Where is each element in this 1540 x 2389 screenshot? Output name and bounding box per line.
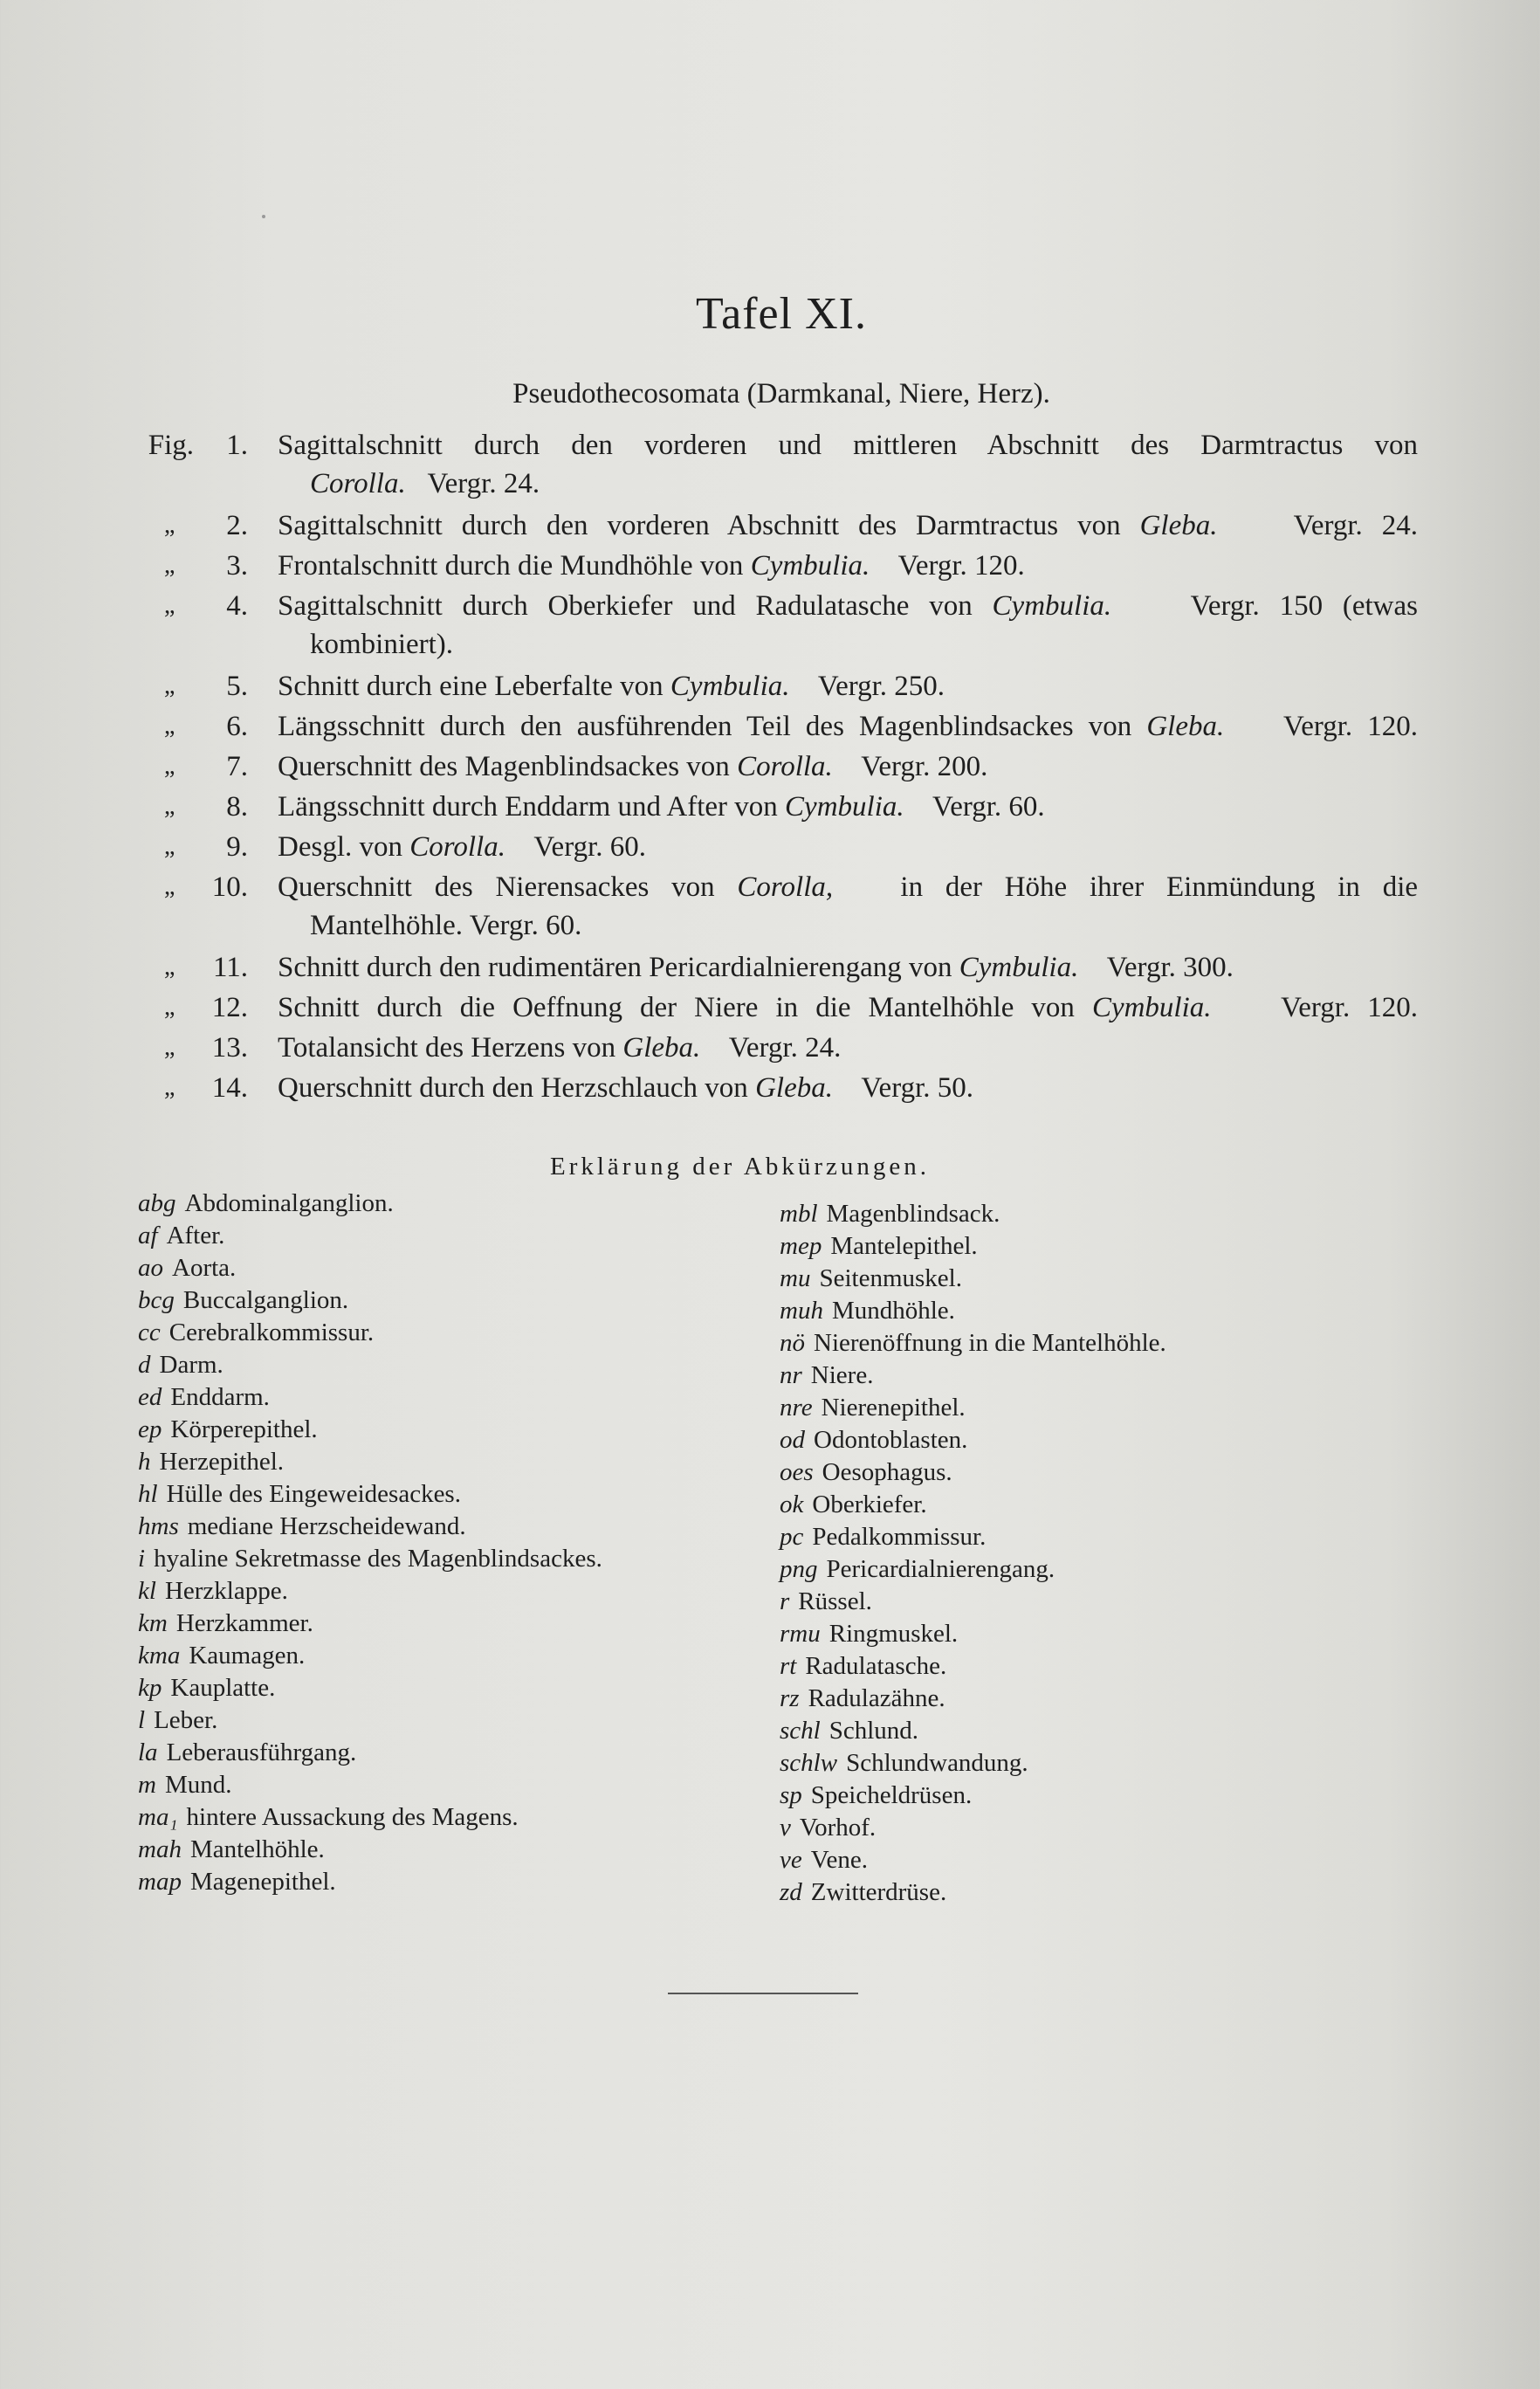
- abbreviation-entry: [138, 1252, 749, 1284]
- abbreviation-meaning: hintere Aussackung des Magens.: [186, 1803, 519, 1831]
- abbreviation-entry: [138, 1511, 749, 1543]
- abbreviation-entry: [780, 1812, 1391, 1844]
- abbreviation-key: cc: [138, 1318, 161, 1346]
- abbreviation-meaning: Vorhof.: [799, 1814, 877, 1842]
- fig-text: Schnitt durch den rudimentären Pericardialnierengang von Cymbulia. Vergr. 300.: [278, 952, 1234, 983]
- end-rule: [668, 1993, 858, 1994]
- abbreviation-key: sp: [780, 1781, 802, 1809]
- paper-speck: [262, 215, 265, 218]
- abbreviation-entry: [780, 1521, 1391, 1553]
- abbreviation-key: mah: [138, 1835, 182, 1863]
- abbreviations-left-column: [138, 1188, 749, 1898]
- abbreviation-key: kl: [138, 1577, 156, 1605]
- abbreviation-key: i: [138, 1545, 146, 1573]
- abbreviation-entry: [138, 1317, 749, 1349]
- abbreviation-key: ed: [138, 1383, 162, 1411]
- abbreviation-key: od: [780, 1426, 805, 1454]
- abbreviation-key: hms: [138, 1512, 179, 1540]
- abbreviation-meaning: Körperepithel.: [170, 1415, 318, 1443]
- abbreviation-meaning: Magenepithel.: [189, 1868, 336, 1896]
- abbreviation-key: ve: [780, 1846, 802, 1874]
- abbreviation-entry: [138, 1672, 749, 1704]
- abbreviation-meaning: Speicheldrüsen.: [810, 1781, 973, 1809]
- fig-text: Längsschnitt durch Enddarm und After von Cymbulia. Vergr. 60.: [278, 791, 1045, 823]
- abbreviation-meaning: Cerebralkommissur.: [168, 1318, 375, 1346]
- abbreviation-meaning: Radulazähne.: [808, 1684, 945, 1712]
- abbreviation-key: abg: [138, 1189, 176, 1217]
- fig-text: Querschnitt des Nierensackes von Corolla, in der Höhe ihrer Einmündung in die: [278, 871, 1419, 903]
- abbreviation-meaning: Ringmuskel.: [828, 1620, 959, 1648]
- fig-text: Frontalschnitt durch die Mundhöhle von Cymbulia. Vergr. 120.: [278, 550, 1025, 582]
- abbreviation-entry: [138, 1543, 749, 1575]
- abbreviation-entry: [780, 1198, 1391, 1230]
- plate-subtitle: Pseudothecosomata (Darmkanal, Niere, Herz).: [512, 378, 1050, 410]
- abbreviation-entry: [138, 1349, 749, 1381]
- abbreviation-meaning: Schlund.: [828, 1717, 919, 1745]
- fig-text: Querschnitt des Magenblindsackes von Corolla. Vergr. 200.: [278, 751, 988, 782]
- abbreviation-entry: [780, 1844, 1391, 1876]
- abbreviation-entry: [780, 1618, 1391, 1650]
- fig-number: 9.: [226, 831, 248, 863]
- abbreviation-key: kma: [138, 1642, 181, 1670]
- abbreviation-key: schlw: [780, 1749, 838, 1777]
- abbreviation-meaning: mediane Herzscheidewand.: [187, 1512, 466, 1540]
- abbreviation-meaning: Niere.: [810, 1361, 874, 1389]
- abbreviation-key: map: [138, 1868, 182, 1896]
- abbreviation-key: nr: [780, 1361, 802, 1389]
- abbreviation-entry: [780, 1327, 1391, 1360]
- abbreviation-entry: [780, 1876, 1391, 1909]
- abbreviation-meaning: Herzepithel.: [159, 1448, 285, 1476]
- abbreviation-entry: [138, 1284, 749, 1317]
- abbreviation-meaning: Mantelepithel.: [830, 1232, 978, 1260]
- abbreviation-key: muh: [780, 1297, 823, 1325]
- abbreviation-meaning: Abdominalganglion.: [184, 1189, 394, 1217]
- ditto-mark: „: [164, 994, 175, 1021]
- abbreviation-key: mu: [780, 1264, 811, 1292]
- ditto-mark: „: [164, 793, 175, 820]
- abbreviation-key: km: [138, 1609, 168, 1637]
- abbreviation-entry: [780, 1489, 1391, 1521]
- ditto-mark: „: [164, 833, 175, 860]
- fig-number: 14.: [211, 1072, 248, 1104]
- abbreviation-meaning: Nierenöffnung in die Mantelhöhle.: [814, 1329, 1166, 1357]
- abbreviation-key: kp: [138, 1674, 162, 1702]
- abbreviation-meaning: Seitenmuskel.: [819, 1264, 962, 1292]
- abbreviation-meaning: After.: [166, 1222, 225, 1250]
- fig-number: 3.: [226, 550, 248, 582]
- abbreviation-entry: [780, 1586, 1391, 1618]
- abbreviation-meaning: hyaline Sekretmasse des Magenblindsackes.: [154, 1545, 602, 1573]
- abbreviation-meaning: Nierenepithel.: [821, 1394, 966, 1422]
- ditto-mark: „: [164, 753, 175, 780]
- abbreviation-key: mbl: [780, 1200, 818, 1228]
- abbreviation-entry: [780, 1230, 1391, 1263]
- abbreviation-entry: [138, 1704, 749, 1737]
- abbreviation-meaning: Leberausführgang.: [166, 1738, 357, 1766]
- fig-text-continued: Corolla. Vergr. 24.: [310, 468, 540, 499]
- ditto-mark: „: [164, 873, 175, 900]
- fig-number: 8.: [226, 791, 248, 823]
- abbreviation-key: zd: [780, 1878, 802, 1906]
- abbreviation-key: mep: [780, 1232, 822, 1260]
- abbreviation-meaning: Radulatasche.: [805, 1652, 947, 1680]
- ditto-mark: „: [164, 1074, 175, 1101]
- abbreviation-key: oes: [780, 1458, 814, 1486]
- abbreviation-meaning: Mundhöhle.: [831, 1297, 955, 1325]
- abbreviation-key: rt: [780, 1652, 797, 1680]
- abbreviation-entry: [138, 1608, 749, 1640]
- abbreviation-entry: [780, 1715, 1391, 1747]
- abbreviation-meaning: Rüssel.: [798, 1587, 872, 1615]
- ditto-mark: „: [164, 592, 175, 619]
- abbreviation-key: l: [138, 1706, 146, 1734]
- abbreviation-entry: [138, 1737, 749, 1769]
- abbreviation-key: bcg: [138, 1286, 175, 1314]
- fig-text-continued: kombiniert).: [310, 629, 454, 660]
- abbreviation-meaning: Vene.: [810, 1846, 868, 1874]
- abbreviation-entry: [138, 1801, 749, 1834]
- abbreviation-key: af: [138, 1222, 158, 1250]
- abbreviation-entry: [780, 1424, 1391, 1456]
- fig-number: 6.: [226, 711, 248, 742]
- abbreviation-entry: [780, 1683, 1391, 1715]
- abbreviation-key: pc: [780, 1523, 804, 1551]
- abbreviation-entry: [138, 1414, 749, 1446]
- abbreviation-key: nö: [780, 1329, 805, 1357]
- abbreviation-entry: [780, 1295, 1391, 1327]
- fig-number: 11.: [212, 952, 248, 983]
- plate-title: Tafel XI.: [696, 289, 867, 339]
- abbreviation-meaning: Mantelhöhle.: [189, 1835, 325, 1863]
- ditto-mark: „: [164, 954, 175, 981]
- abbreviation-entry: [780, 1360, 1391, 1392]
- abbreviation-key: la: [138, 1738, 158, 1766]
- fig-text: Sagittalschnitt durch den vorderen und mittleren Abschnitt des Darmtractus von: [278, 430, 1418, 461]
- abbreviation-meaning: Schlundwandung.: [846, 1749, 1028, 1777]
- abbreviation-key: ao: [138, 1254, 163, 1282]
- abbreviation-key: ok: [780, 1491, 804, 1518]
- abbreviation-meaning: Mund.: [164, 1771, 232, 1799]
- abbreviation-entry: [780, 1553, 1391, 1586]
- ditto-mark: „: [164, 552, 175, 579]
- fig-number: 10.: [211, 871, 248, 903]
- fig-label: Fig.: [148, 430, 194, 461]
- abbreviation-entry: [780, 1392, 1391, 1424]
- ditto-mark: „: [164, 1034, 175, 1061]
- abbreviation-meaning: Pedalkommissur.: [812, 1523, 987, 1551]
- abbreviation-entry: [780, 1263, 1391, 1295]
- abbreviation-meaning: Herzklappe.: [164, 1577, 288, 1605]
- abbreviation-entry: [138, 1640, 749, 1672]
- fig-text: Sagittalschnitt durch den vorderen Abschnitt des Darmtractus von Gleba. Vergr. 24.: [278, 510, 1419, 541]
- fig-number: 7.: [226, 751, 248, 782]
- abbreviation-key: schl: [780, 1717, 821, 1745]
- abbreviation-meaning: Leber.: [154, 1706, 218, 1734]
- abbreviation-meaning: Enddarm.: [170, 1383, 270, 1411]
- abbreviation-meaning: Pericardialnierengang.: [826, 1555, 1055, 1583]
- abbreviation-meaning: Odontoblasten.: [814, 1426, 968, 1454]
- abbreviation-entry: [138, 1769, 749, 1801]
- abbreviation-meaning: Magenblindsack.: [826, 1200, 1000, 1228]
- fig-text: Schnitt durch eine Leberfalte von Cymbulia. Vergr. 250.: [278, 671, 945, 702]
- abbreviation-entry: [780, 1650, 1391, 1683]
- abbreviation-key: rz: [780, 1684, 800, 1712]
- abbreviation-key: nre: [780, 1394, 813, 1422]
- fig-text: Sagittalschnitt durch Oberkiefer und Radulatasche von Cymbulia. Vergr. 150 (etwas: [278, 590, 1419, 622]
- abbreviation-key: d: [138, 1351, 151, 1379]
- fig-text-continued: Mantelhöhle. Vergr. 60.: [310, 910, 582, 941]
- fig-number: 13.: [211, 1032, 248, 1064]
- abbreviation-meaning: Kauplatte.: [170, 1674, 276, 1702]
- abbreviation-meaning: Oesophagus.: [822, 1458, 952, 1486]
- fig-text: Desgl. von Corolla. Vergr. 60.: [278, 831, 647, 863]
- abbreviation-key: ep: [138, 1415, 162, 1443]
- fig-text: Schnitt durch die Oeffnung der Niere in die Mantelhöhle von Cymbulia. Vergr. 120.: [278, 992, 1419, 1023]
- abbreviation-entry: [780, 1456, 1391, 1489]
- abbreviation-entry: [138, 1575, 749, 1608]
- abbreviation-meaning: Herzkammer.: [175, 1609, 313, 1637]
- abbreviation-entry: [138, 1188, 749, 1220]
- abbreviation-entry: [780, 1747, 1391, 1780]
- abbreviation-meaning: Hülle des Eingeweidesackes.: [166, 1480, 461, 1508]
- fig-number: 5.: [226, 671, 248, 702]
- abbreviation-key: rmu: [780, 1620, 821, 1648]
- ditto-mark: „: [164, 512, 175, 539]
- abbreviation-entry: [138, 1446, 749, 1478]
- abbreviation-meaning: Aorta.: [172, 1254, 237, 1282]
- abbreviation-meaning: Oberkiefer.: [812, 1491, 927, 1518]
- fig-text: Totalansicht des Herzens von Gleba. Vergr. 24.: [278, 1032, 842, 1064]
- abbreviation-entry: [138, 1478, 749, 1511]
- abbreviation-key: h: [138, 1448, 151, 1476]
- abbreviations-heading: Erklärung der Abkürzungen.: [550, 1153, 930, 1181]
- abbreviation-entry: [138, 1866, 749, 1898]
- fig-text: Querschnitt durch den Herzschlauch von Gleba. Vergr. 50.: [278, 1072, 974, 1104]
- fig-number: 4.: [226, 590, 248, 622]
- fig-number: 2.: [226, 510, 248, 541]
- ditto-mark: „: [164, 713, 175, 740]
- abbreviation-key: png: [780, 1555, 818, 1583]
- fig-number: 1.: [226, 430, 248, 461]
- abbreviations-right-column: [780, 1198, 1391, 1909]
- abbreviation-meaning: Buccalganglion.: [182, 1286, 349, 1314]
- abbreviation-key: m: [138, 1771, 156, 1799]
- abbreviation-key: ma₁: [138, 1803, 178, 1831]
- abbreviation-entry: [138, 1834, 749, 1866]
- abbreviation-meaning: Kaumagen.: [189, 1642, 306, 1670]
- fig-number: 12.: [211, 992, 248, 1023]
- ditto-mark: „: [164, 672, 175, 699]
- abbreviation-entry: [138, 1381, 749, 1414]
- abbreviation-entry: [138, 1220, 749, 1252]
- abbreviation-meaning: Darm.: [159, 1351, 223, 1379]
- abbreviation-key: hl: [138, 1480, 158, 1508]
- abbreviation-key: r: [780, 1587, 790, 1615]
- fig-text: Längsschnitt durch den ausführenden Teil des Magenblindsackes von Gleba. Vergr. 120.: [278, 711, 1419, 742]
- abbreviation-meaning: Zwitterdrüse.: [810, 1878, 947, 1906]
- abbreviation-key: v: [780, 1814, 791, 1842]
- abbreviation-entry: [780, 1780, 1391, 1812]
